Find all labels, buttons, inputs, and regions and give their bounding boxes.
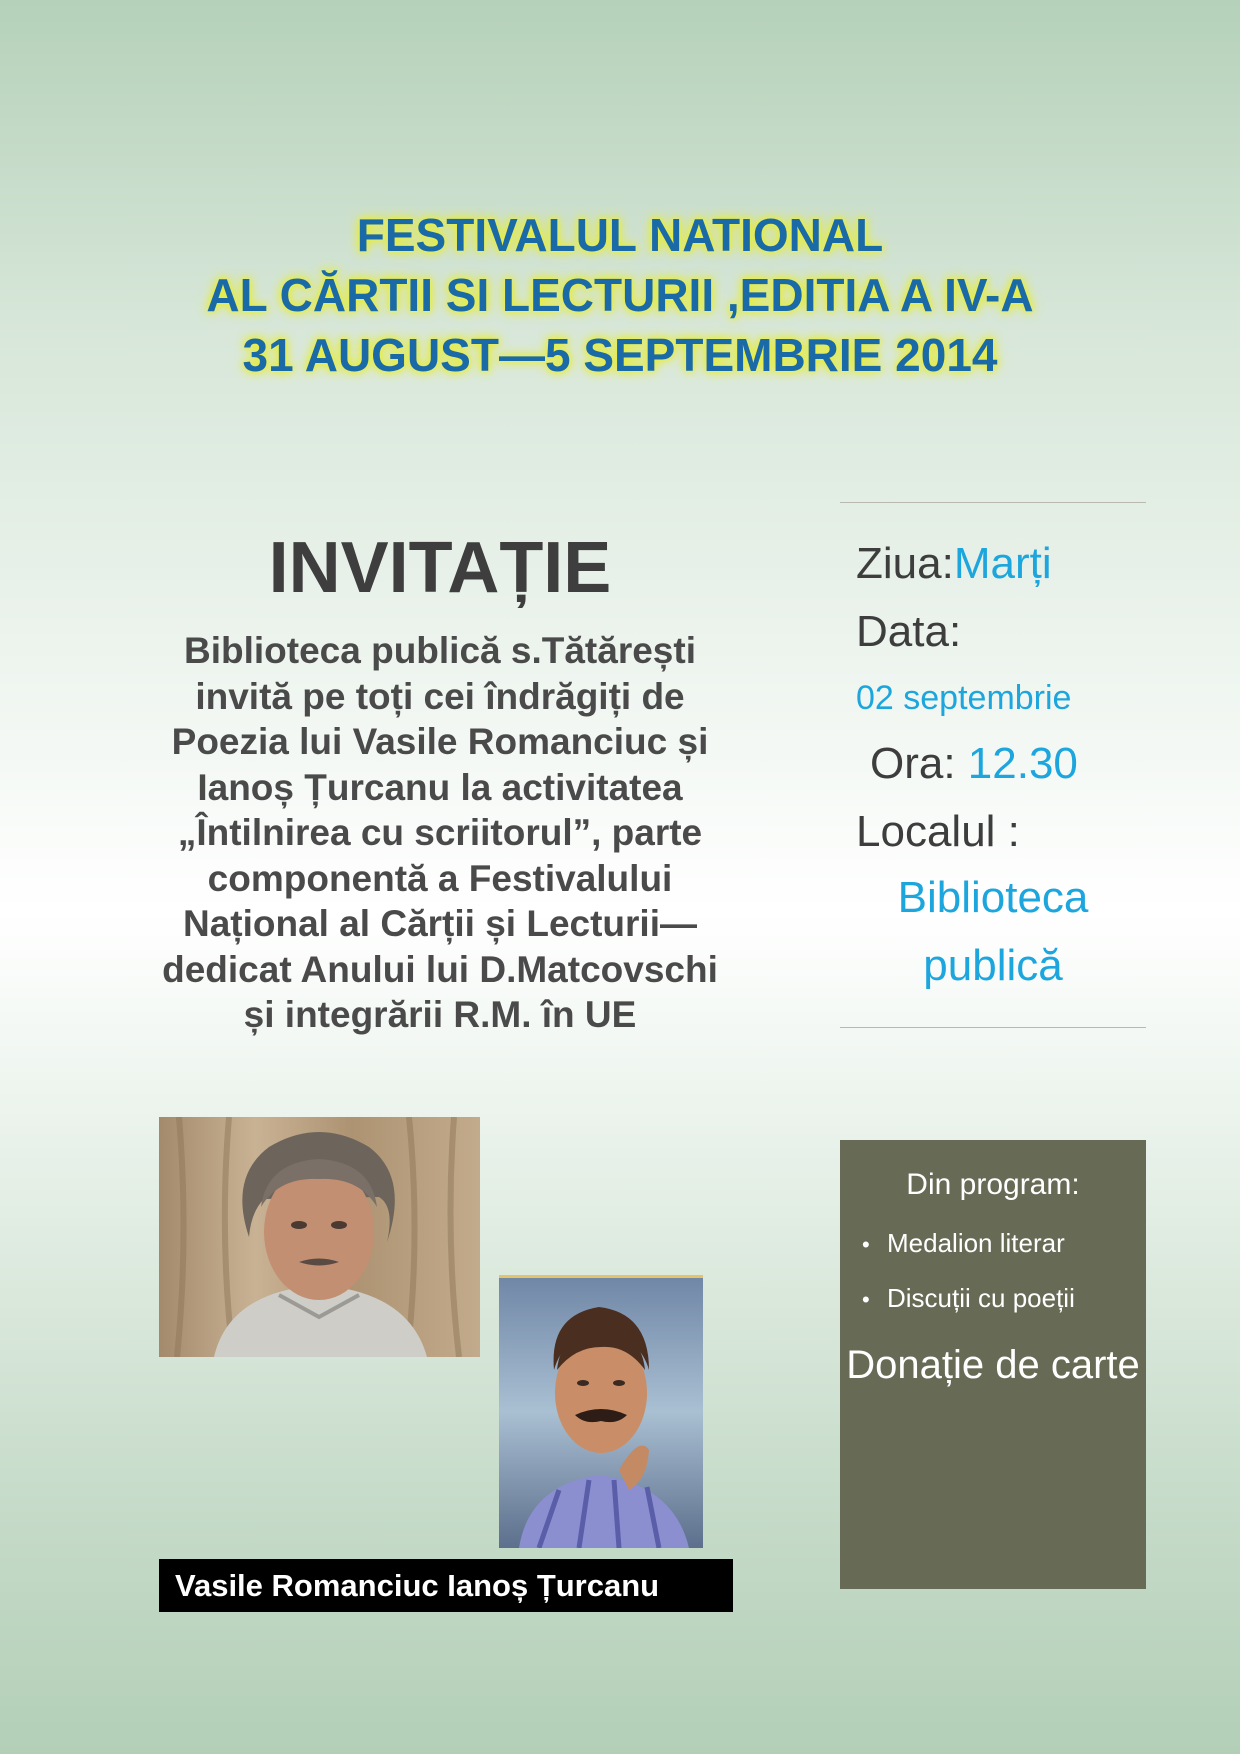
program-item-label: Medalion literar — [887, 1228, 1065, 1258]
festival-title-line-2: AL CĂRTII SI LECTURII ,EDITIA A IV-A — [206, 269, 1034, 321]
place-value-line-2: publică — [923, 941, 1063, 990]
invitation-line: dedicat Anului lui D.Matcovschi — [162, 948, 718, 990]
invitation-text — [98, 628, 782, 1038]
bullet-icon: • — [862, 1232, 870, 1257]
date-row — [856, 607, 961, 657]
day-row — [856, 539, 1052, 589]
time-row — [870, 739, 1078, 789]
day-value: Marți — [953, 539, 1052, 588]
festival-header — [0, 205, 1240, 385]
program-heading: Din program: — [906, 1168, 1080, 1201]
place-value-line-1: Biblioteca — [897, 873, 1089, 922]
time-value: 12.30 — [967, 739, 1078, 788]
invitation-line: „Întilnirea cu scriitorul”, parte — [177, 812, 703, 853]
time-label: Ora: — [870, 739, 968, 788]
date-label: Data: — [856, 607, 962, 656]
place-label: Localul : — [856, 807, 1020, 856]
date-value: 02 septembrie — [856, 679, 1072, 717]
bullet-icon: • — [862, 1287, 870, 1312]
program-item — [862, 1283, 1075, 1314]
place-value-row-2 — [840, 941, 1146, 991]
invitation-line: componentă a Festivalului — [207, 857, 673, 899]
program-item — [862, 1228, 1075, 1259]
invitation-title: INVITAȚIE — [268, 528, 612, 608]
festival-title-line-1: FESTIVALUL NATIONAL — [356, 209, 884, 261]
photo-ianos-turcanu — [499, 1275, 703, 1548]
donation-text: Donație de carte — [846, 1343, 1140, 1387]
photo-vasile-romanciuc — [159, 1117, 480, 1357]
invitation-line: Național al Cărții și Lecturii— — [182, 903, 697, 944]
date-value-row — [856, 679, 1071, 718]
invitation-line: Ianoș Țurcanu la activitatea — [197, 766, 683, 808]
invitation-line: invită pe toți cei îndrăgiți de — [195, 675, 685, 717]
event-details — [840, 502, 1146, 1028]
invitation-line: Biblioteca publică s.Tătărești — [184, 630, 696, 671]
photo-caption: Vasile Romanciuc Ianoș Țurcanu — [159, 1559, 733, 1612]
place-row — [856, 807, 1020, 857]
invitation-line: Poezia lui Vasile Romanciuc și — [171, 721, 709, 762]
program-box — [840, 1140, 1146, 1589]
festival-dates: 31 AUGUST—5 SEPTEMBRIE 2014 — [242, 329, 998, 381]
invitation-line: și integrării R.M. în UE — [243, 994, 637, 1035]
program-item-label: Discuții cu poeții — [887, 1283, 1075, 1313]
day-label: Ziua: — [856, 539, 954, 588]
program-list — [862, 1228, 1075, 1338]
place-value-row-1 — [840, 873, 1146, 923]
